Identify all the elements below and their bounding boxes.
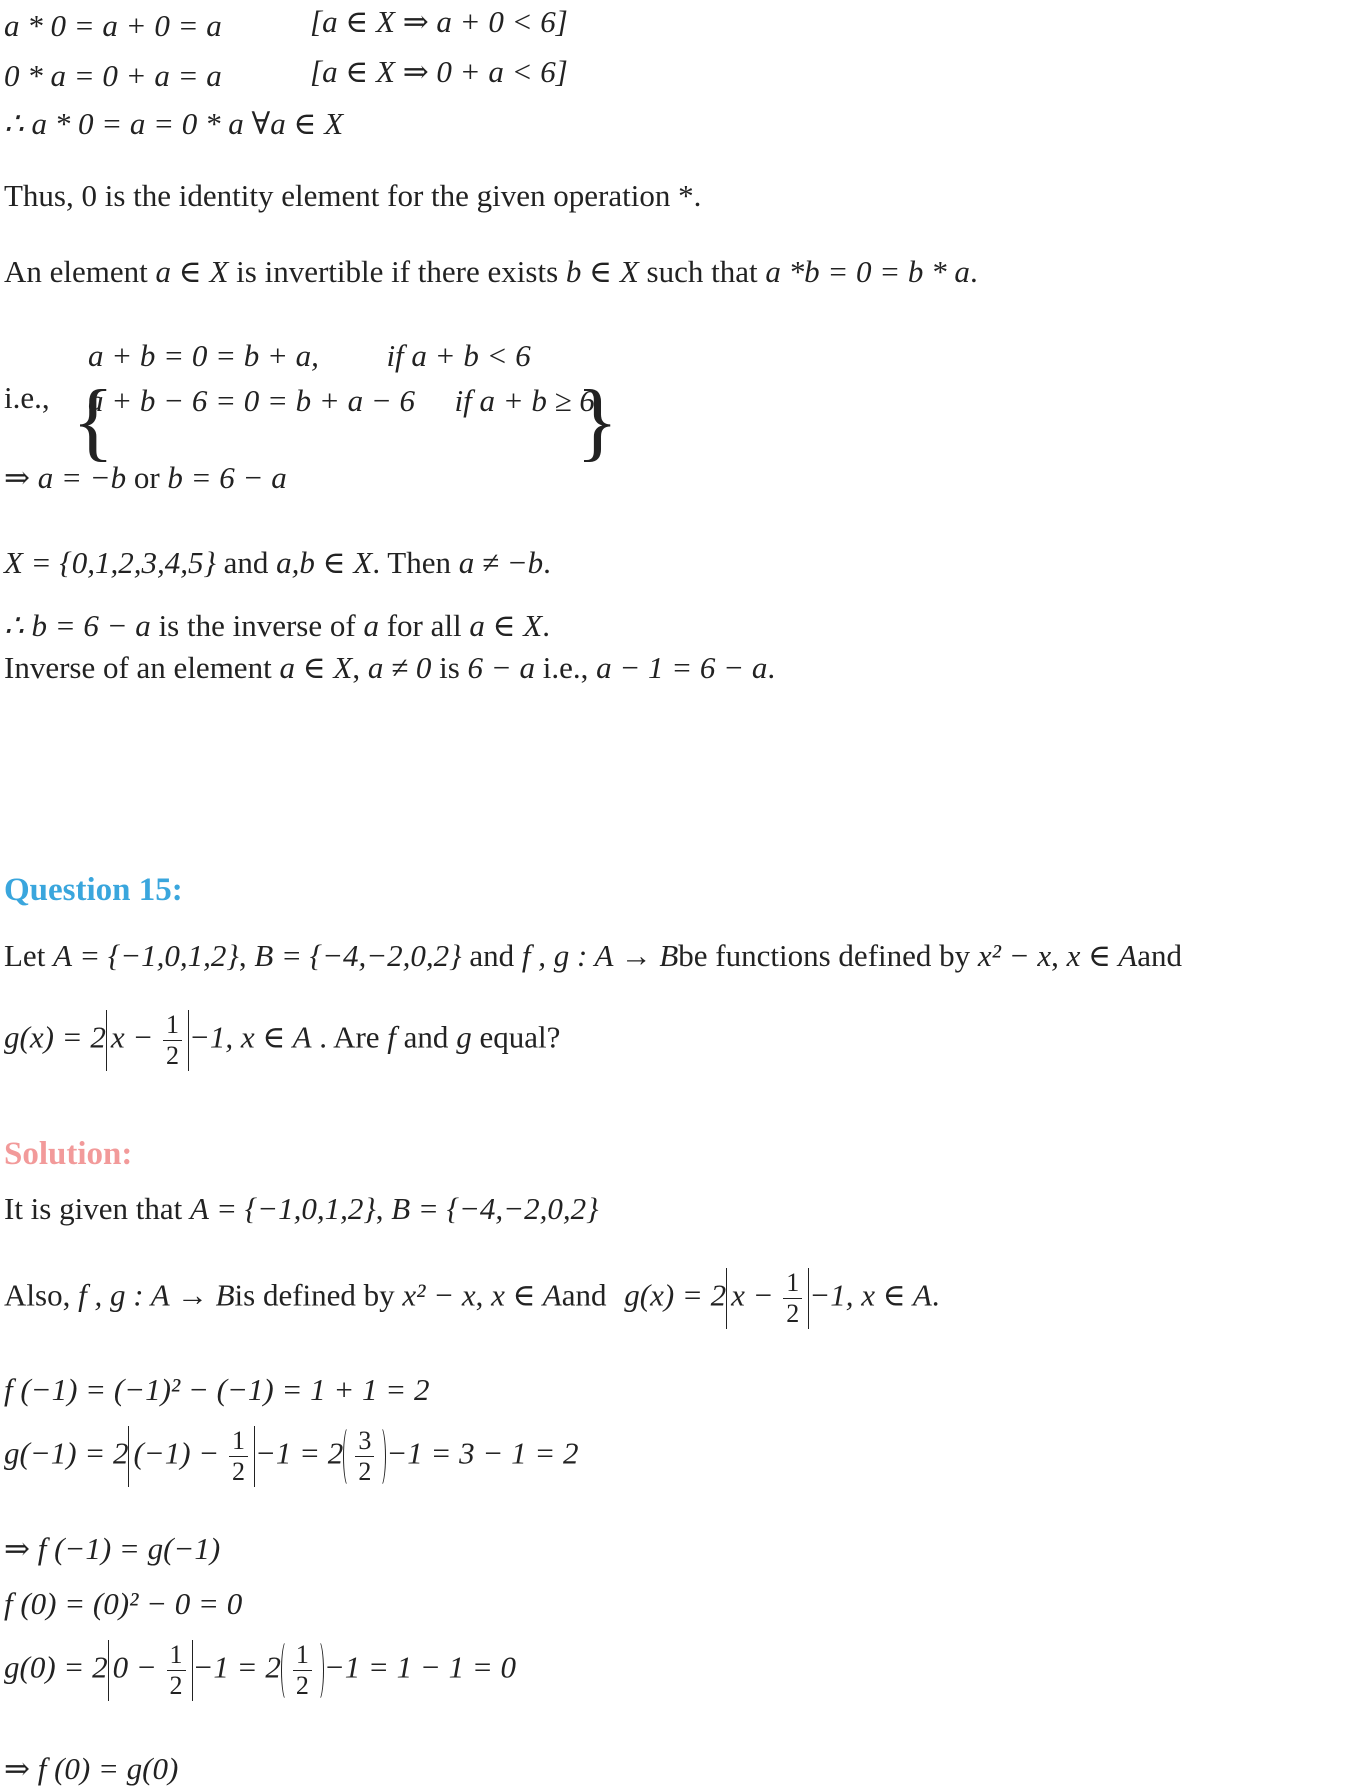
inverse-line: ∴ b = 6 − a is the inverse of a for all a ∈ X.: [4, 608, 550, 643]
math: g(−1) = 2: [4, 1435, 129, 1471]
math: a ≠ −b: [458, 545, 544, 580]
math: x ∈ A: [1066, 938, 1138, 973]
implication-2: ⇒ f (0) = g(0): [4, 1751, 179, 1786]
denominator: 2: [231, 1456, 245, 1486]
text: i.e.,: [542, 650, 589, 685]
fraction: [167, 1640, 186, 1701]
math: B = {−4,−2,0,2}: [254, 938, 462, 973]
math: f , g : A → B: [78, 1277, 235, 1313]
text: is invertible if there exists: [236, 254, 559, 289]
math: −1 = 2: [254, 1435, 344, 1471]
math: ⇒ a = −b: [4, 460, 127, 495]
denominator: 2: [169, 1670, 183, 1700]
left-brace: {: [72, 373, 115, 470]
math: X = {0,1,2,3,4,5}: [4, 545, 216, 580]
text: is the inverse of: [158, 608, 356, 643]
denominator: 2: [786, 1298, 800, 1328]
absolute-value: [106, 1010, 189, 1071]
math: f: [387, 1019, 396, 1055]
math: a − 1 = 6 − a: [596, 650, 768, 685]
text: It is given that: [4, 1191, 183, 1226]
inverse-element-line: Inverse of an element a ∈ X, a ≠ 0 is 6 − a i.e., a − 1 = 6 − a.: [4, 650, 776, 685]
identity-line-2: 0 * a = 0 + a = a: [4, 58, 222, 93]
text: Also,: [4, 1277, 71, 1313]
denominator: 2: [295, 1670, 309, 1700]
text: for all: [386, 608, 462, 643]
text: and: [469, 938, 515, 973]
math: a + b − 6 = 0 = b + a − 6: [88, 383, 416, 418]
math: f , g : A → B: [521, 938, 679, 973]
text: and: [403, 1019, 449, 1055]
fraction: [163, 1010, 182, 1071]
math: b = 6 − a: [167, 460, 287, 495]
system-row-2: [88, 383, 595, 419]
text: An element: [4, 254, 148, 289]
math: a ∈ X: [469, 608, 543, 643]
numerator: 1: [783, 1268, 802, 1299]
math: −1, x ∈ A: [189, 1019, 312, 1055]
set-x-line: X = {0,1,2,3,4,5} and a,b ∈ X. Then a ≠ −b.: [4, 545, 551, 580]
math: b ∈ X: [565, 254, 639, 289]
f-zero: f (0) = (0)² − 0 = 0: [4, 1586, 243, 1621]
question-heading: Question 15:: [4, 872, 183, 908]
identity-line-2-condition: [a ∈ X ⇒ 0 + a < 6]: [310, 54, 568, 89]
question-line-1: Let A = {−1,0,1,2}, B = {−4,−2,0,2} and f , g : A → Bbe functions defined by x² − x, x ∈ Aand: [4, 938, 1182, 973]
text: and: [223, 545, 269, 580]
math: a + b = 0 = b + a,: [88, 338, 319, 373]
math: g(0) = 2: [4, 1649, 108, 1685]
math: A = {−1,0,1,2}: [53, 938, 239, 973]
text: . Are: [319, 1019, 380, 1055]
math: (−1) −: [133, 1435, 220, 1471]
question-line-2: [4, 1010, 560, 1071]
text: is: [439, 650, 460, 685]
text: or: [133, 460, 160, 495]
system-row-1: [88, 338, 531, 374]
fraction: [229, 1426, 248, 1487]
text: and: [561, 1277, 607, 1313]
f-minus-one: f (−1) = (−1)² − (−1) = 1 + 1 = 2: [4, 1372, 430, 1407]
numerator: 3: [355, 1426, 374, 1457]
math: x −: [731, 1277, 774, 1313]
math: x −: [110, 1019, 154, 1055]
text: equal?: [479, 1019, 561, 1055]
g-definition: g(x) = 2: [624, 1277, 727, 1313]
math: x² − x: [977, 938, 1052, 973]
math: g: [456, 1019, 472, 1055]
implication-line: [4, 462, 287, 493]
fraction: [355, 1426, 374, 1487]
math: x² − x: [402, 1277, 476, 1313]
numerator: 1: [167, 1640, 186, 1671]
g-zero: [4, 1640, 516, 1701]
text: is defined by: [234, 1277, 395, 1313]
numerator: 1: [229, 1426, 248, 1457]
math: if a + b < 6: [386, 338, 531, 373]
solution-heading: Solution:: [4, 1136, 133, 1172]
math: a *b = 0 = b * a: [765, 254, 970, 289]
math: x ∈ A: [491, 1277, 562, 1313]
right-brace: }: [576, 373, 619, 470]
math: 6 − a: [467, 650, 535, 685]
solution-also: Also, f , g : A → Bis defined by x² − x, x ∈ Aand g(x) = 2 x − $\frac{1}{2}$ −1, x ∈ A.: [4, 1268, 940, 1328]
math: 0 −: [112, 1649, 157, 1685]
invertible-definition: An element a ∈ X is invertible if there exists b ∈ X such that a *b = 0 = b * a.: [4, 254, 978, 289]
math: a ∈ X: [279, 650, 353, 685]
text: and: [1137, 938, 1182, 973]
parenthesis: [343, 1426, 386, 1487]
ie-label: i.e.,: [4, 380, 50, 415]
text: Let: [4, 938, 46, 973]
identity-line-1-condition: [a ∈ X ⇒ a + 0 < 6]: [310, 4, 568, 39]
math: B = {−4,−2,0,2}: [391, 1191, 599, 1226]
absolute-value: [108, 1640, 193, 1701]
math: a,b ∈ X: [276, 545, 373, 580]
math: −1 = 2: [192, 1649, 281, 1685]
math: a ≠ 0: [367, 650, 432, 685]
implication-1: ⇒ f (−1) = g(−1): [4, 1531, 221, 1566]
math: a ∈ X: [155, 254, 229, 289]
identity-line-1: a * 0 = a + 0 = a: [4, 8, 222, 43]
identity-conclusion: ∴ a * 0 = a = 0 * a ∀a ∈ X: [4, 106, 344, 141]
g-definition: g(x) = 2: [4, 1019, 106, 1055]
numerator: 1: [163, 1010, 182, 1041]
text: Inverse of an element: [4, 650, 272, 685]
math: ∴ b = 6 − a: [4, 608, 151, 643]
math: A = {−1,0,1,2}: [189, 1191, 376, 1226]
g-minus-one: [4, 1426, 579, 1487]
text: be functions defined by: [678, 938, 971, 973]
denominator: 2: [358, 1456, 372, 1486]
identity-statement: Thus, 0 is the identity element for the given operation *.: [4, 178, 702, 213]
text: such that: [646, 254, 758, 289]
math: a: [363, 608, 379, 643]
text: . Then: [372, 545, 451, 580]
solution-given: It is given that A = {−1,0,1,2}, B = {−4,−2,0,2}: [4, 1191, 599, 1226]
denominator: 2: [166, 1040, 180, 1070]
math: −1 = 3 − 1 = 2: [386, 1435, 579, 1471]
math: −1, x ∈ A: [809, 1277, 932, 1313]
fraction: [293, 1640, 312, 1701]
absolute-value: [726, 1268, 809, 1329]
parenthesis: [281, 1640, 324, 1701]
fraction: [783, 1268, 802, 1329]
numerator: 1: [293, 1640, 312, 1671]
math: −1 = 1 − 1 = 0: [323, 1649, 517, 1685]
absolute-value: [128, 1426, 254, 1487]
math: if a + b ≥ 6: [454, 383, 595, 418]
